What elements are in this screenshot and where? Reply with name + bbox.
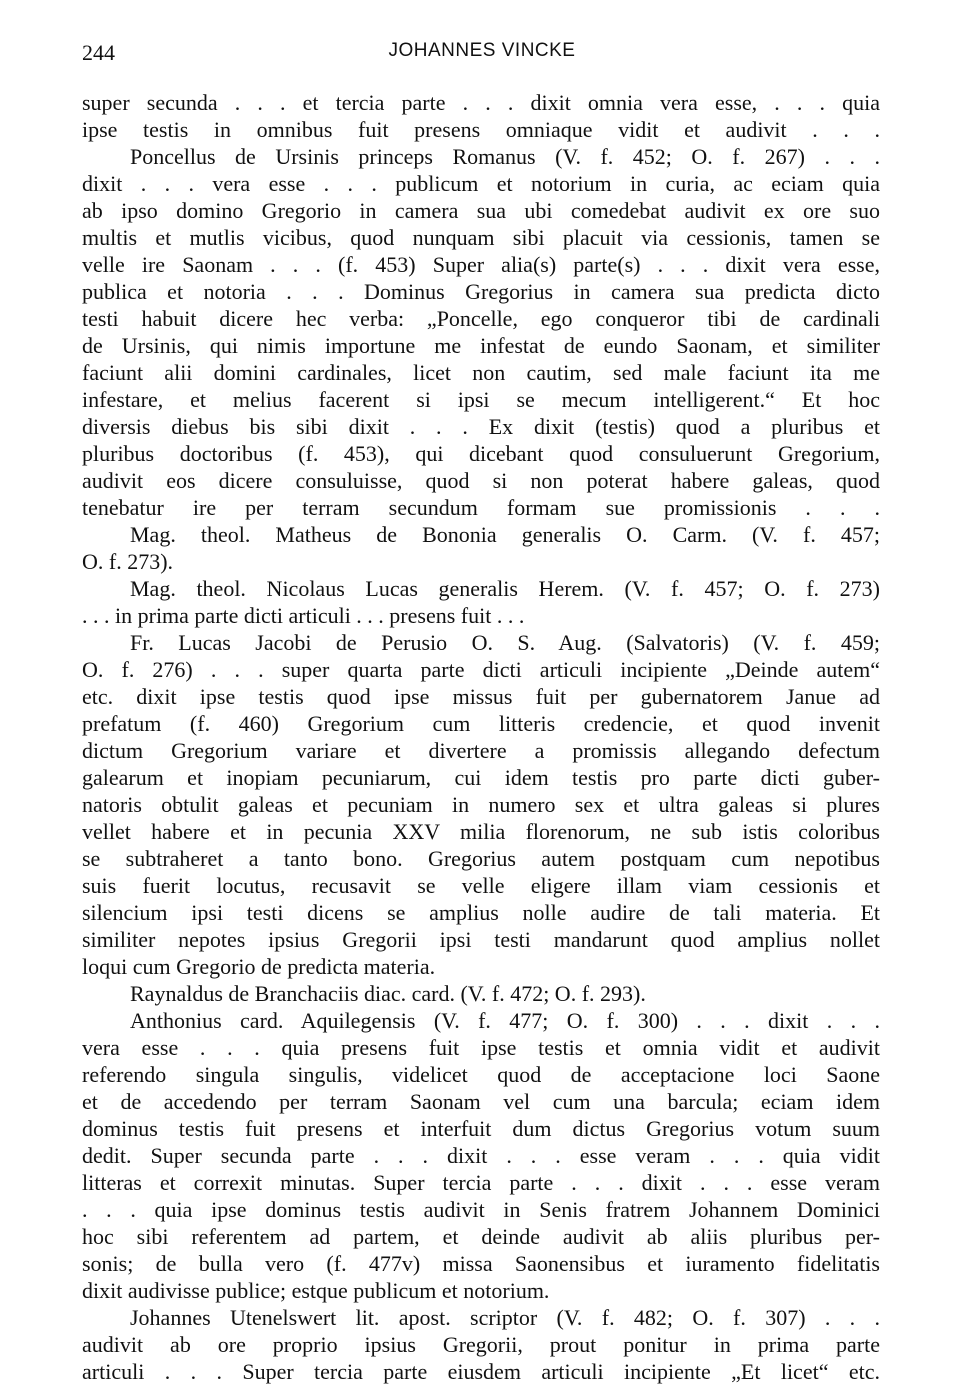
text-line: Fr. Lucas Jacobi de Perusio O. S. Aug. (Salvatoris) (V. f. 459; [130, 630, 880, 655]
text-line: multis et mutlis vicibus, quod nunquam sibi placuit via cessionis, tamen se [82, 225, 880, 250]
text-line: Poncellus de Ursinis princeps Romanus (V. f. 452; O. f. 267) . . . [130, 144, 880, 169]
text-line: super secunda . . . et tercia parte . . . dixit omnia vera esse, . . . quia [82, 90, 880, 115]
text-line: velle ire Saonam . . . (f. 453) Super alia(s) parte(s) . . . dixit vera esse, [82, 252, 880, 277]
text-line: referendo singula singulis, videlicet quod de acceptacione loci Saone [82, 1062, 880, 1087]
page-number: 244 [82, 40, 115, 65]
text-line: O. f. 276) . . . super quarta parte dicti articuli incipiente „Deinde autem“ [82, 657, 880, 682]
text-line: publica et notoria . . . Dominus Gregorius in camera sua predicta dicto [82, 279, 880, 304]
text-line: silencium ipsi testi dicens se amplius nolle audire de tali materia. Et [82, 900, 880, 925]
text-line: etc. dixit ipse testis quod ipse missus fuit per gubernatorem Janue ad [82, 684, 880, 709]
text-line: Anthonius card. Aquilegensis (V. f. 477; O. f. 300) . . . dixit . . . [130, 1008, 880, 1033]
text-line: dixit audivisse publice; estque publicum et notorium. [82, 1278, 550, 1303]
text-line: suis fuerit locutus, recusavit se velle eligere illam viam cessionis et [82, 873, 880, 898]
text-line: audivit ab ore proprio ipsius Gregorii, prout ponitur in prima parte [82, 1332, 880, 1357]
text-line: de Ursinis, qui nimis importune me infestat de eundo Saonam, et similiter [82, 333, 880, 358]
text-line: infestare, et melius facerent si ipsi se mecum intelligerent.“ Et hoc [82, 387, 880, 412]
text-line: testi habuit dicere hec verba: „Poncelle, ego conqueror tibi de cardinali [82, 306, 880, 331]
text-line: galearum et inopiam pecuniarum, cui idem testis pro parte dicti guber- [82, 765, 880, 790]
text-line: sonis; de bulla vero (f. 477v) missa Saonensibus et iuramento fidelitatis [82, 1251, 880, 1276]
text-line: loqui cum Gregorio de predicta materia. [82, 954, 436, 979]
text-line: similiter nepotes ipsius Gregorii ipsi testi mandarunt quod amplius nollet [82, 927, 880, 952]
text-line: dedit. Super secunda parte . . . dixit . . . esse veram . . . quia vidit [82, 1143, 880, 1168]
text-line: natoris obtulit galeas et pecuniam in numero sex et ultra galeas si plures [82, 792, 880, 817]
text-line: se subtraheret a tanto bono. Gregorius autem postquam cum nepotibus [82, 846, 880, 871]
text-line: prefatum (f. 460) Gregorium cum litteris credencie, et quod invenit [82, 711, 880, 736]
text-line: faciunt alii domini cardinales, licet non cautim, sed male faciunt ita me [82, 360, 880, 385]
text-line: . . . in prima parte dicti articuli . . . presens fuit . . . [82, 603, 525, 628]
text-line: litteras et correxit minutas. Super tercia parte . . . dixit . . . esse veram [82, 1170, 880, 1195]
text-line: Raynaldus de Branchaciis diac. card. (V. f. 472; O. f. 293). [130, 981, 646, 1006]
text-line: dixit . . . vera esse . . . publicum et notorium in curia, ac eciam quia [82, 171, 880, 196]
text-line: ab ipso domino Gregorio in camera sua ubi comedebat audivit ex ore suo [82, 198, 880, 223]
text-line: pluribus doctoribus (f. 453), qui dicebant quod consuluerunt Gregorium, [82, 441, 880, 466]
text-line: Mag. theol. Matheus de Bononia generalis O. Carm. (V. f. 457; [130, 522, 880, 547]
text-line: Mag. theol. Nicolaus Lucas generalis Herem. (V. f. 457; O. f. 273) [130, 576, 880, 601]
text-line: audivit eos dicere consuluisse, quod si non poterat habere galeas, quod [82, 468, 880, 493]
text-line: vellet habere et in pecunia XXV milia florenorum, ne sub istis coloribus [82, 819, 880, 844]
text-line: O. f. 273). [82, 549, 174, 574]
text-line: vera esse . . . quia presens fuit ipse testis et omnia vidit et audivit [82, 1035, 880, 1060]
text-line: hoc sibi referentem ad partem, et deinde audivit ab aliis pluribus per- [82, 1224, 880, 1249]
text-line: diversis diebus bis sibi dixit . . . Ex dixit (testis) quod a pluribus et [82, 414, 880, 439]
running-head: JOHANNES VINCKE [388, 40, 576, 61]
text-line: . . . quia ipse dominus testis audivit in Senis fratrem Johannem Dominici [82, 1197, 880, 1222]
text-line: tenebatur ire per terram secundum formam sue promissionis . . . [82, 495, 880, 520]
text-line: et de accedendo per terram Saonam vel cum una barcula; eciam idem [82, 1089, 880, 1114]
text-line: ipse testis in omnibus fuit presens omniaque vidit et audivit . . . [82, 117, 880, 142]
text-line: Johannes Utenelswert lit. apost. scriptor (V. f. 482; O. f. 307) . . . [130, 1305, 880, 1330]
text-line: dominus testis fuit presens et interfuit dum dictus Gregorius votum suum [82, 1116, 880, 1141]
text-line: dictum Gregorium variare et divertere a promissis allegando defectum [82, 738, 880, 763]
text-line: articuli . . . Super tercia parte eiusdem articuli incipiente „Et licet“ etc. [82, 1359, 880, 1384]
page-header [82, 40, 882, 70]
